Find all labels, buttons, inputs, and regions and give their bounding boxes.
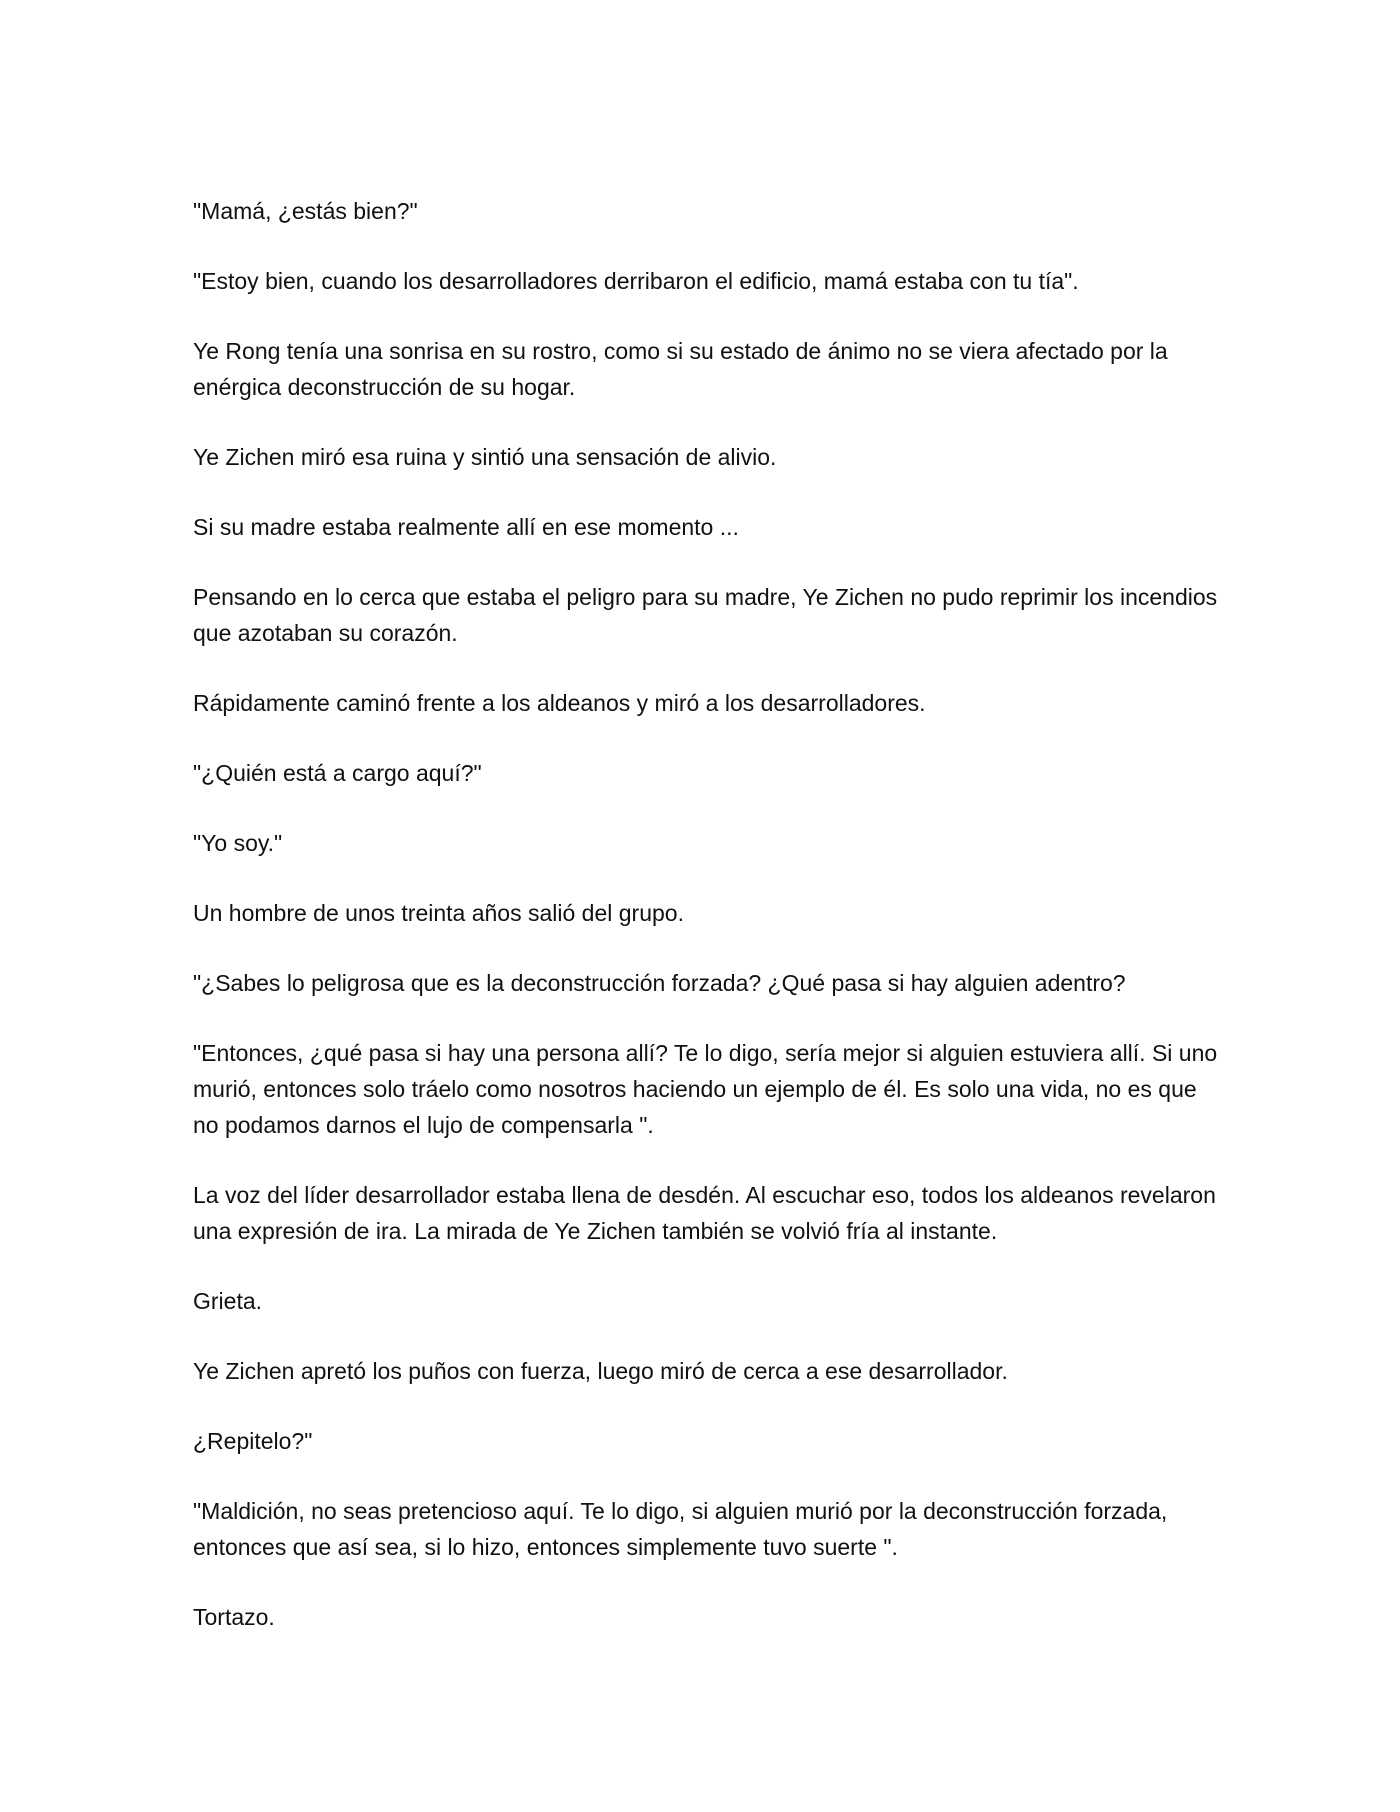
paragraph: ¿Repitelo?" [193,1428,313,1454]
paragraph: Ye Rong tenía una sonrisa en su rostro, como si su estado de ánimo no se viera afectado por la enérgica deconstrucción de su hogar. [193,338,1168,400]
paragraph: "Maldición, no seas pretencioso aquí. Te lo digo, si alguien murió por la deconstrucción forzada, entonces que así sea, si lo hizo, entonces simplemente tuvo suerte ". [193,1498,1168,1560]
document-body [193,193,1223,1669]
paragraph: "Estoy bien, cuando los desarrolladores derribaron el edificio, mamá estaba con tu tía". [193,268,1079,294]
paragraph: Ye Zichen apretó los puños con fuerza, luego miró de cerca a ese desarrollador. [193,1358,1008,1384]
paragraph: Ye Zichen miró esa ruina y sintió una sensación de alivio. [193,444,777,470]
paragraph: La voz del líder desarrollador estaba llena de desdén. Al escuchar eso, todos los aldeanos revelaron una expresión de ira. La mirada de Ye Zichen también se volvió fría al instante. [193,1182,1216,1244]
paragraph: Pensando en lo cerca que estaba el peligro para su madre, Ye Zichen no pudo reprimir los incendios que azotaban su corazón. [193,584,1218,646]
paragraph: Si su madre estaba realmente allí en ese momento ... [193,514,739,540]
paragraph: Rápidamente caminó frente a los aldeanos y miró a los desarrolladores. [193,690,926,716]
paragraph: "Entonces, ¿qué pasa si hay una persona allí? Te lo digo, sería mejor si alguien estuviera allí. Si uno murió, entonces solo tráelo como nosotros haciendo un ejemplo de él. Es solo una vida, no es que no podamos darnos el lujo de compensarla ". [193,1040,1218,1138]
paragraph: "Mamá, ¿estás bien?" [193,198,418,224]
paragraph: Tortazo. [193,1604,275,1630]
paragraph: "Yo soy." [193,830,283,856]
paragraph: "¿Quién está a cargo aquí?" [193,760,482,786]
paragraph: "¿Sabes lo peligrosa que es la deconstrucción forzada? ¿Qué pasa si hay alguien adentro? [193,970,1126,996]
paragraph: Grieta. [193,1288,263,1314]
paragraph: Un hombre de unos treinta años salió del grupo. [193,900,684,926]
